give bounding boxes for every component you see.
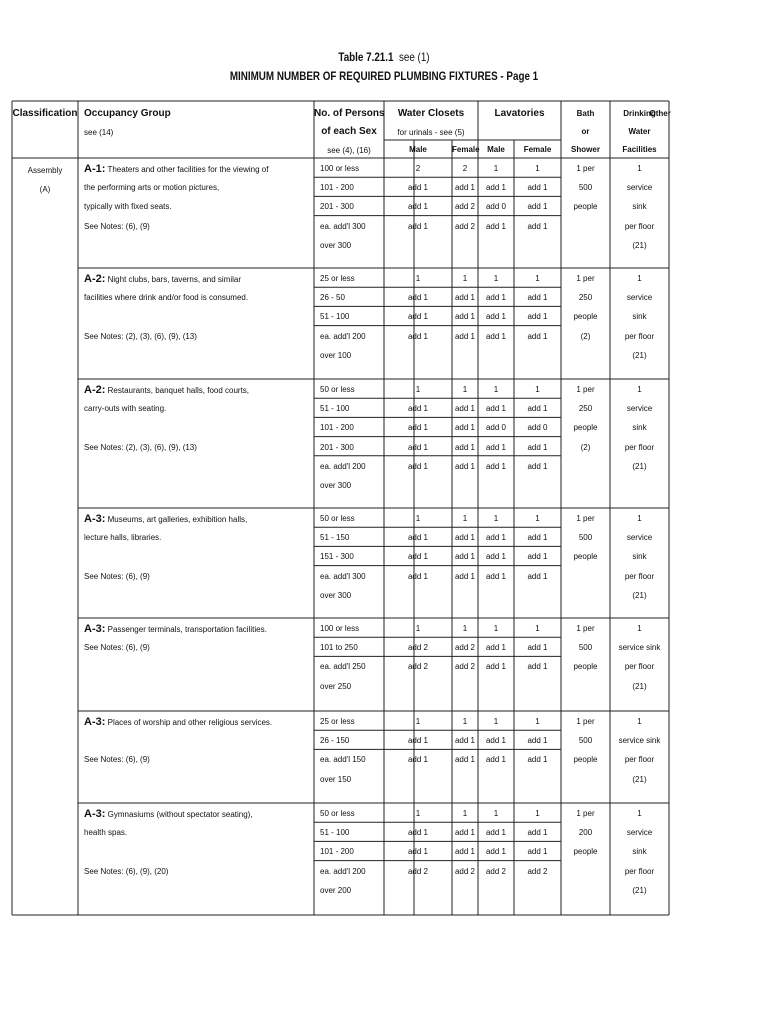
fixture-count: add 2 — [485, 866, 507, 876]
drinking-water-value: people — [573, 847, 598, 857]
other-value: per floor — [624, 866, 655, 876]
fixture-count: add 1 — [454, 828, 476, 838]
classification-line2: (A) — [39, 185, 51, 194]
header-water-closets: Water Closets — [397, 108, 465, 119]
group-description-line — [84, 385, 249, 396]
persons-range: over 150 — [320, 774, 352, 784]
classification-line1: Assembly — [27, 166, 63, 175]
fixture-count: 1 — [462, 717, 468, 726]
other-value: (21) — [632, 774, 647, 784]
other-value: service — [626, 293, 653, 303]
other-value: service — [626, 828, 653, 838]
fixture-count: add 1 — [527, 461, 548, 471]
persons-range: ea. add'l 250 — [320, 662, 366, 672]
other-value: 1 — [637, 385, 642, 394]
fixture-count: add 1 — [407, 442, 429, 452]
fixture-count: add 1 — [485, 828, 507, 838]
drinking-water-value: 250 — [578, 404, 593, 414]
persons-range: 201 - 300 — [320, 442, 354, 452]
other-value: (21) — [632, 461, 647, 471]
fixture-count: add 1 — [527, 293, 548, 303]
persons-range: over 300 — [320, 481, 352, 490]
fixture-count: add 1 — [407, 423, 429, 433]
fixture-count: add 1 — [485, 442, 507, 452]
persons-range: ea. add'l 300 — [320, 571, 366, 581]
persons-range: 101 - 200 — [320, 847, 354, 857]
fixture-count: 1 — [493, 274, 499, 283]
persons-range: ea. add'l 200 — [320, 866, 366, 876]
other-value: per floor — [624, 221, 655, 231]
other-value: 1 — [637, 164, 642, 173]
fixture-count: add 1 — [407, 221, 429, 231]
fixture-count: add 1 — [407, 183, 429, 193]
fixture-count: add 2 — [527, 866, 548, 876]
other-value: service — [626, 404, 653, 414]
fixture-count: 1 — [535, 809, 540, 818]
persons-range: 101 to 250 — [320, 643, 358, 653]
other-value: per floor — [624, 755, 655, 765]
fixture-count: add 1 — [454, 183, 476, 193]
drinking-water-value: (2) — [580, 331, 591, 341]
group-description-line — [84, 274, 241, 285]
group-code: A-2: — [84, 384, 106, 396]
fixture-count: add 1 — [485, 331, 507, 341]
other-value: sink — [632, 552, 647, 562]
other-value: service — [626, 533, 653, 543]
persons-range: 51 - 100 — [320, 404, 350, 414]
drinking-water-value: 500 — [578, 643, 593, 653]
group-notes: See Notes: (6), (9), (20) — [84, 866, 169, 876]
fixture-count: 1 — [535, 717, 540, 726]
fixture-count: 2 — [462, 164, 468, 173]
persons-range: 101 - 200 — [320, 183, 354, 193]
group-description-text: Places of worship and other religious services. — [105, 718, 273, 727]
header-occupancy-see: see (14) — [84, 128, 114, 137]
fixture-count: add 1 — [407, 312, 429, 322]
drinking-water-value: people — [573, 423, 598, 433]
group-notes: See Notes: (2), (3), (6), (9), (13) — [84, 331, 197, 341]
drinking-water-value: people — [573, 755, 598, 765]
fixture-count: add 1 — [407, 202, 429, 212]
persons-range: 151 - 300 — [320, 552, 354, 562]
persons-range: 51 - 100 — [320, 828, 350, 838]
table-number: Table 7.21.1 — [338, 50, 394, 64]
fixture-count: add 1 — [527, 312, 548, 322]
fixture-count: add 1 — [407, 736, 429, 746]
fixture-count: add 1 — [485, 461, 507, 471]
fixture-count: add 2 — [454, 202, 476, 212]
fixture-count: 1 — [462, 514, 468, 523]
fixture-count: add 1 — [454, 571, 476, 581]
header-persons-2: of each Sex — [321, 126, 377, 137]
drinking-water-value: 500 — [578, 183, 593, 193]
fixture-count: add 1 — [485, 662, 507, 672]
header-persons-1: No. of Persons — [314, 108, 385, 119]
persons-range: 50 or less — [320, 809, 355, 818]
other-value: (21) — [632, 240, 647, 250]
fixture-count: add 1 — [527, 847, 548, 857]
fixture-count: add 1 — [527, 755, 548, 765]
header-female-1: Female — [452, 145, 480, 154]
fixture-count: 1 — [462, 385, 468, 394]
persons-range: 50 or less — [320, 514, 355, 523]
header-wc-note: for urinals - see (5) — [397, 128, 465, 137]
fixture-count: 1 — [493, 624, 499, 633]
fixture-count: add 0 — [485, 202, 507, 212]
persons-range: ea. add'l 200 — [320, 461, 366, 471]
header-drink-3: Facilities — [622, 145, 657, 154]
persons-range: 26 - 150 — [320, 736, 350, 746]
drinking-water-value: people — [573, 552, 598, 562]
fixture-count: 1 — [493, 809, 499, 818]
other-value: per floor — [624, 662, 655, 672]
fixture-count: add 1 — [454, 736, 476, 746]
group-notes: See Notes: (6), (9) — [84, 643, 150, 653]
drinking-water-value: 250 — [578, 293, 593, 303]
other-value: sink — [632, 312, 647, 322]
fixture-count: 1 — [415, 274, 421, 283]
fixture-count: 1 — [493, 385, 499, 394]
persons-range: 50 or less — [320, 385, 355, 394]
fixture-count: 1 — [415, 385, 421, 394]
drinking-water-value: 500 — [578, 736, 593, 746]
fixture-count: add 1 — [407, 533, 429, 543]
persons-range: 100 or less — [320, 624, 360, 633]
fixture-count: add 1 — [485, 533, 507, 543]
fixture-count: add 1 — [527, 571, 548, 581]
fixture-count: add 1 — [454, 423, 476, 433]
fixture-count: add 1 — [527, 643, 548, 653]
fixture-count: add 1 — [527, 183, 548, 193]
fixture-count: add 1 — [485, 183, 507, 193]
group-code: A-3: — [84, 513, 106, 525]
persons-range: ea. add'l 150 — [320, 755, 366, 765]
group-notes: See Notes: (2), (3), (6), (9), (13) — [84, 442, 197, 452]
group-description-line — [84, 624, 267, 635]
fixture-count: add 1 — [527, 331, 548, 341]
fixture-count: 1 — [462, 274, 468, 283]
header-drink-1: Drinking — [623, 109, 656, 118]
fixture-count: add 1 — [527, 533, 548, 543]
fixture-count: 1 — [535, 164, 540, 173]
group-description-text: Museums, art galleries, exhibition halls, — [105, 515, 248, 524]
group-description-text: Night clubs, bars, taverns, and similar — [105, 275, 241, 284]
header-drink-2: Water — [628, 127, 651, 136]
fixture-count: add 2 — [407, 866, 429, 876]
persons-range: ea. add'l 200 — [320, 331, 366, 341]
fixture-count: add 2 — [454, 866, 476, 876]
fixture-count: add 2 — [454, 662, 476, 672]
other-value: sink — [632, 423, 647, 433]
fixture-count: add 1 — [407, 571, 429, 581]
group-description-line: carry-outs with seating. — [84, 404, 167, 414]
fixture-count: add 1 — [407, 847, 429, 857]
fixture-count: add 1 — [454, 293, 476, 303]
fixture-count: add 1 — [527, 662, 548, 672]
header-occupancy: Occupancy Group — [84, 108, 171, 119]
other-value: service — [626, 183, 653, 193]
fixture-count: add 1 — [485, 293, 507, 303]
group-description-text: Theaters and other facilities for the viewing of — [105, 165, 269, 174]
fixture-count: add 2 — [454, 221, 476, 231]
fixture-count: add 1 — [485, 404, 507, 414]
header-bath-2: or — [581, 127, 590, 136]
fixture-count: 1 — [462, 624, 468, 633]
fixture-count: 1 — [415, 809, 421, 818]
fixture-count: add 1 — [454, 461, 476, 471]
fixture-count: add 0 — [485, 423, 507, 433]
fixture-count: add 1 — [407, 331, 429, 341]
persons-range: ea. add'l 300 — [320, 221, 366, 231]
group-code: A-3: — [84, 716, 106, 728]
fixture-count: 1 — [535, 274, 540, 283]
group-description-line: health spas. — [84, 828, 128, 838]
persons-range: 25 or less — [320, 717, 355, 726]
fixture-count: add 1 — [454, 847, 476, 857]
persons-range: over 200 — [320, 885, 352, 895]
fixture-count: add 1 — [485, 755, 507, 765]
drinking-water-value: 1 per — [576, 809, 595, 818]
other-value: sink — [632, 202, 647, 212]
other-value: (21) — [632, 681, 647, 691]
fixture-count: 1 — [493, 717, 499, 726]
other-value: 1 — [637, 717, 642, 726]
other-value: (21) — [632, 885, 647, 895]
fixture-count: add 2 — [407, 643, 429, 653]
other-value: per floor — [624, 571, 655, 581]
fixture-count: add 1 — [407, 293, 429, 303]
header-bath-3: Shower — [571, 145, 600, 154]
other-value: 1 — [637, 514, 642, 523]
fixture-count: add 1 — [485, 736, 507, 746]
fixture-count: 1 — [535, 624, 540, 633]
fixture-count: add 1 — [454, 755, 476, 765]
drinking-water-value: 500 — [578, 533, 593, 543]
group-description-text: Restaurants, banquet halls, food courts, — [105, 386, 250, 395]
fixture-count: add 1 — [485, 552, 507, 562]
fixture-count: add 1 — [527, 404, 548, 414]
fixture-count: 1 — [415, 624, 421, 633]
header-classification: Classification — [12, 108, 78, 119]
persons-range: 25 or less — [320, 274, 355, 283]
other-value: 1 — [637, 624, 642, 633]
fixture-count: add 1 — [485, 312, 507, 322]
group-description-line: the performing arts or motion pictures, — [84, 183, 220, 193]
other-value: 1 — [637, 809, 642, 818]
fixture-count: add 1 — [485, 221, 507, 231]
group-notes: See Notes: (6), (9) — [84, 221, 150, 231]
fixture-count: add 1 — [454, 552, 476, 562]
other-value: (21) — [632, 350, 647, 360]
other-value: (21) — [632, 590, 647, 600]
persons-range: 26 - 50 — [320, 293, 345, 303]
fixture-count: 1 — [493, 514, 499, 523]
group-description-line: lecture halls, libraries. — [84, 533, 162, 543]
fixture-count: add 1 — [407, 461, 429, 471]
table-subtitle: MINIMUM NUMBER OF REQUIRED PLUMBING FIXTURES - Page 1 — [229, 69, 539, 83]
drinking-water-value: 1 per — [576, 624, 595, 633]
header-male-0: Male — [409, 145, 427, 154]
fixture-count: add 2 — [407, 662, 429, 672]
drinking-water-value: 1 per — [576, 514, 595, 523]
drinking-water-value: people — [573, 662, 598, 672]
other-value: per floor — [624, 331, 655, 341]
drinking-water-value: 1 per — [576, 164, 595, 173]
fixture-count: add 1 — [454, 442, 476, 452]
group-notes: See Notes: (6), (9) — [84, 755, 150, 765]
fixture-count: 1 — [415, 514, 421, 523]
header-male-2: Male — [487, 145, 505, 154]
fixture-count: add 1 — [407, 755, 429, 765]
persons-range: 51 - 100 — [320, 312, 350, 322]
group-notes: See Notes: (6), (9) — [84, 571, 150, 581]
drinking-water-value: 1 per — [576, 717, 595, 726]
fixture-count: add 1 — [407, 828, 429, 838]
fixture-count: 1 — [535, 514, 540, 523]
group-code: A-3: — [84, 808, 106, 820]
persons-range: over 300 — [320, 590, 352, 600]
table-see-note: see (1) — [398, 50, 430, 64]
group-description-text: Gymnasiums (without spectator seating), — [105, 810, 253, 819]
header-persons-see: see (4), (16) — [327, 146, 371, 155]
group-description-line — [84, 514, 247, 525]
fixture-count: add 1 — [454, 312, 476, 322]
other-value: service sink — [618, 736, 661, 746]
group-description-line: typically with fixed seats. — [84, 202, 172, 212]
fixture-count: add 1 — [527, 736, 548, 746]
drinking-water-value: (2) — [580, 442, 591, 452]
persons-range: over 300 — [320, 240, 352, 250]
fixture-count: add 0 — [527, 423, 548, 433]
header-female-3: Female — [523, 145, 552, 154]
group-description-line: facilities where drink and/or food is consumed. — [84, 293, 249, 303]
fixture-count: 1 — [462, 809, 468, 818]
fixture-count: add 1 — [527, 828, 548, 838]
fixture-count: add 1 — [527, 202, 548, 212]
fixture-count: add 1 — [407, 552, 429, 562]
persons-range: 51 - 150 — [320, 533, 350, 543]
other-value: per floor — [624, 442, 655, 452]
drinking-water-value: 1 per — [576, 385, 595, 394]
group-description-line — [84, 809, 253, 820]
fixture-count: add 1 — [527, 552, 548, 562]
fixture-count: add 1 — [485, 571, 507, 581]
drinking-water-value: people — [573, 202, 598, 212]
fixture-count: add 1 — [527, 442, 548, 452]
group-description-line — [84, 717, 272, 728]
fixture-count: add 1 — [454, 331, 476, 341]
drinking-water-value: 1 per — [576, 274, 595, 283]
other-value: service sink — [618, 643, 661, 653]
fixture-count: add 1 — [527, 221, 548, 231]
fixture-count: 2 — [415, 164, 421, 173]
drinking-water-value: 200 — [578, 828, 593, 838]
persons-range: 101 - 200 — [320, 423, 354, 433]
header-other: Other — [649, 109, 671, 118]
persons-range: 100 or less — [320, 164, 360, 173]
group-description-line — [84, 164, 268, 175]
fixture-count: add 1 — [485, 847, 507, 857]
fixture-count: add 1 — [454, 404, 476, 414]
drinking-water-value: people — [573, 312, 598, 322]
persons-range: over 250 — [320, 681, 352, 691]
fixture-count: add 2 — [454, 643, 476, 653]
fixture-count: 1 — [493, 164, 499, 173]
persons-range: 201 - 300 — [320, 202, 354, 212]
group-code: A-1: — [84, 163, 106, 175]
group-code: A-2: — [84, 273, 106, 285]
header-bath-1: Bath — [576, 109, 595, 118]
group-description-text: Passenger terminals, transportation facilities. — [105, 625, 267, 634]
fixture-count: 1 — [415, 717, 421, 726]
fixture-count: 1 — [535, 385, 540, 394]
other-value: sink — [632, 847, 647, 857]
group-code: A-3: — [84, 623, 106, 635]
fixture-count: add 1 — [407, 404, 429, 414]
fixture-count: add 1 — [485, 643, 507, 653]
persons-range: over 100 — [320, 350, 352, 360]
other-value: 1 — [637, 274, 642, 283]
fixture-count: add 1 — [454, 533, 476, 543]
header-lavatories: Lavatories — [494, 108, 545, 119]
